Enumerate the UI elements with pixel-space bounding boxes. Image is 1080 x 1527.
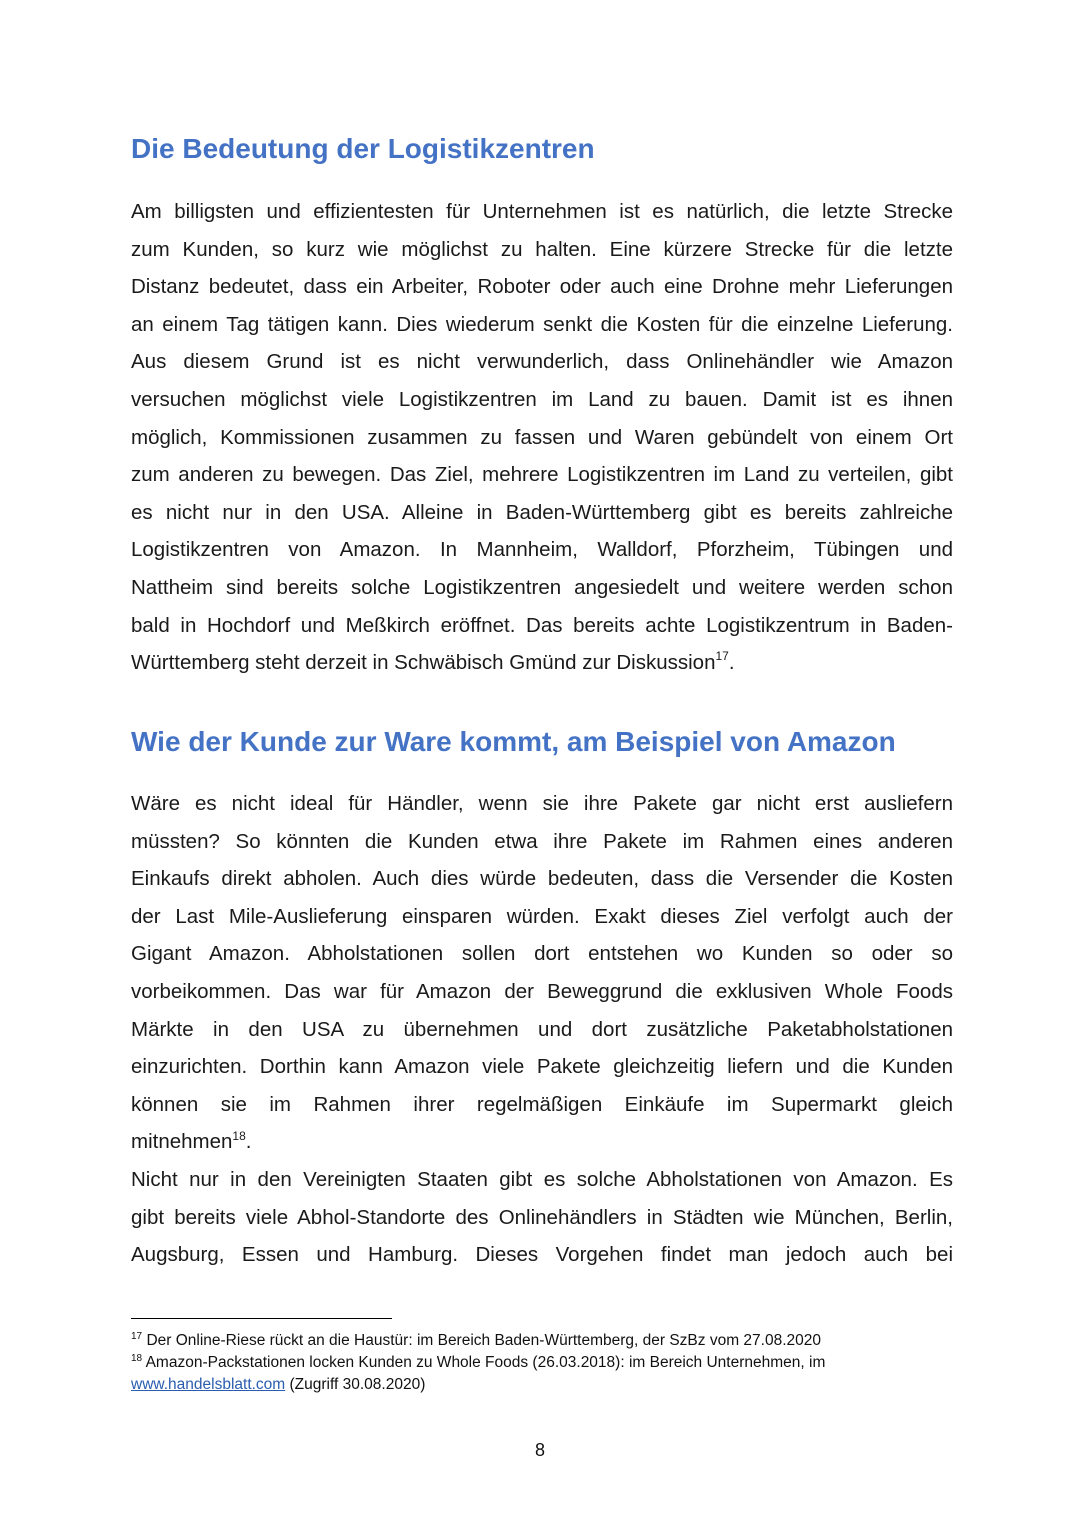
paragraph-line: Einkaufs direkt abholen. Auch dies würde bedeuten, dass die Versender die Kosten <box>131 867 953 891</box>
paragraph-line: der Last Mile-Auslieferung einsparen würden. Exakt dieses Ziel verfolgt auch der <box>131 904 953 928</box>
footnote-text: Der Online-Riese rückt an die Haustür: im Bereich Baden-Württemberg, der SzBz vom 27.08.2020 <box>146 1332 821 1349</box>
paragraph-line: möglich, Kommissionen zusammen zu fassen und Waren gebündelt von einem Ort <box>131 425 953 449</box>
paragraph-line: Wäre es nicht ideal für Händler, wenn sie ihre Pakete gar nicht erst ausliefern <box>131 792 953 815</box>
paragraph-last-line <box>131 1123 953 1161</box>
paragraph-line: Nicht nur in den Vereinigten Staaten gibt es solche Abholstationen von Amazon. Es <box>131 1168 953 1191</box>
footnote-link-handelsblatt[interactable]: www.handelsblatt.com <box>131 1376 286 1393</box>
paragraph-line: können sie im Rahmen ihrer regelmäßigen Einkäufe im Supermarkt gleich <box>131 1092 953 1116</box>
footnote-text: Amazon-Packstationen locken Kunden zu Whole Foods (26.03.2018): im Bereich Unternehmen, im <box>145 1354 826 1371</box>
paragraph-line: bald in Hochdorf und Meßkirch eröffnet. Das bereits achte Logistikzentrum in Baden- <box>131 613 953 637</box>
footnote-number: 18 <box>131 1352 143 1364</box>
paragraph-line: vorbeikommen. Das war für Amazon der Beweggrund die exklusiven Whole Foods <box>131 979 953 1003</box>
last-line-text: Württemberg steht derzeit in Schwäbisch Gmünd zur Diskussion <box>131 651 716 675</box>
paragraph-line: Augsburg, Essen und Hamburg. Dieses Vorgehen findet man jedoch auch bei <box>131 1243 953 1267</box>
footnote-18 <box>131 1352 953 1374</box>
paragraph-line: es nicht nur in den USA. Alleine in Baden-Württemberg gibt es bereits zahlreiche <box>131 500 953 524</box>
paragraph-amazon-continued <box>131 1161 953 1274</box>
paragraph-line: Gigant Amazon. Abholstationen sollen dort entstehen wo Kunden so oder so <box>131 942 953 966</box>
last-line-end: . <box>728 651 735 675</box>
paragraph-line: Am billigsten und effizientesten für Unternehmen ist es natürlich, die letzte Strecke <box>131 200 953 223</box>
footnote-18-source <box>131 1374 953 1396</box>
paragraph-line: Logistikzentren von Amazon. In Mannheim, Walldorf, Pforzheim, Tübingen und <box>131 538 953 562</box>
paragraph-line: Aus diesem Grund ist es nicht verwunderlich, dass Onlinehändler wie Amazon <box>131 350 953 374</box>
last-line-end: . <box>245 1130 252 1154</box>
paragraph-line: zum anderen zu bewegen. Das Ziel, mehrere Logistikzentren im Land zu verteilen, gibt <box>131 463 953 487</box>
paragraph-last-line <box>131 644 953 682</box>
footnote-separator <box>131 1318 392 1319</box>
paragraph-line: Distanz bedeutet, dass ein Arbeiter, Roboter oder auch eine Drohne mehr Lieferungen <box>131 275 953 299</box>
paragraph-line: einzurichten. Dorthin kann Amazon viele Pakete gleichzeitig liefern und die Kunden <box>131 1055 953 1079</box>
last-line-text: mitnehmen <box>131 1130 233 1154</box>
paragraph-logistikzentren <box>131 193 953 682</box>
footnote-ref-18[interactable]: 18 <box>232 1128 246 1143</box>
paragraph-line: Nattheim sind bereits solche Logistikzentren angesiedelt und weitere werden schon <box>131 575 953 599</box>
footnotes <box>131 1330 953 1396</box>
paragraph-line: versuchen möglichst viele Logistikzentren im Land zu bauen. Damit ist es ihnen <box>131 387 953 411</box>
paragraph-line: zum Kunden, so kurz wie möglichst zu halten. Eine kürzere Strecke für die letzte <box>131 237 953 261</box>
footnote-access-date: (Zugriff 30.08.2020) <box>285 1376 426 1393</box>
paragraph-line: müssten? So könnten die Kunden etwa ihre Pakete im Rahmen eines anderen <box>131 829 953 853</box>
section-heading-amazon: Wie der Kunde zur Ware kommt, am Beispiel von Amazon <box>131 726 896 757</box>
paragraph-line: an einem Tag tätigen kann. Dies wiederum senkt die Kosten für die einzelne Lieferung. <box>131 312 953 336</box>
page-number: 8 <box>534 1440 545 1460</box>
footnote-number: 17 <box>131 1330 143 1342</box>
paragraph-amazon <box>131 785 953 1161</box>
section-heading-logistikzentren: Die Bedeutung der Logistikzentren <box>131 133 595 164</box>
footnote-17 <box>131 1330 953 1352</box>
footnote-ref-17[interactable]: 17 <box>715 649 729 664</box>
paragraph-line: Märkte in den USA zu übernehmen und dort zusätzliche Paketabholstationen <box>131 1017 953 1041</box>
paragraph-line: gibt bereits viele Abhol-Standorte des Onlinehändlers in Städten wie München, Berlin, <box>131 1205 953 1229</box>
